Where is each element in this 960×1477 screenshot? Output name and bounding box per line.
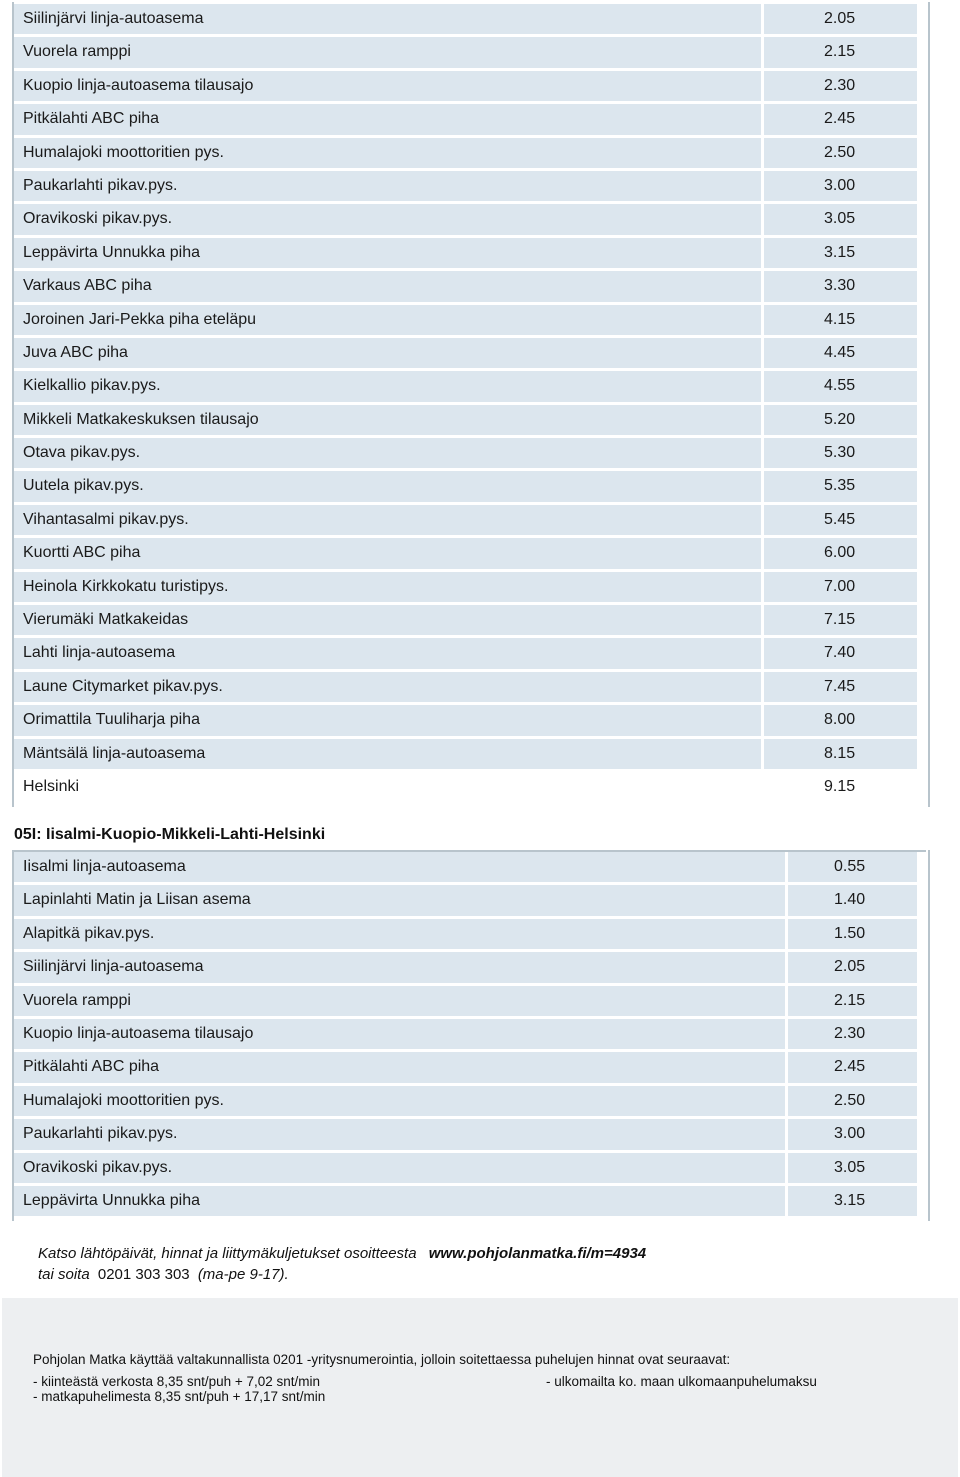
table-row: [14, 1019, 926, 1052]
table-row: [14, 538, 926, 571]
departure-time: 4.55: [764, 371, 920, 404]
table-row: [14, 705, 926, 738]
stop-name: Kuopio linja-autoasema tilausajo: [14, 71, 764, 104]
stop-name: Humalajoki moottoritien pys.: [14, 138, 764, 171]
stop-name: Heinola Kirkkokatu turistipys.: [14, 572, 764, 605]
footer-intro: Pohjolan Matka käyttää valtakunnallista 0201 -yritysnumerointia, jolloin soitettaessa puhelujen hinnat ovat seuraavat:: [33, 1352, 731, 1367]
table-row: [14, 204, 926, 237]
departure-time: 7.00: [764, 572, 920, 605]
stop-name: Otava pikav.pys.: [14, 438, 764, 471]
table-row: [14, 405, 926, 438]
table-row: [14, 171, 926, 204]
departure-time: 0.55: [788, 852, 920, 885]
stop-name: Mäntsälä linja-autoasema: [14, 739, 764, 772]
departure-time: 2.30: [788, 1019, 920, 1052]
departure-time: 3.05: [764, 204, 920, 237]
departure-time: 8.00: [764, 705, 920, 738]
stop-name: Vierumäki Matkakeidas: [14, 605, 764, 638]
departure-time: 2.05: [788, 952, 920, 985]
table-row: [14, 1153, 926, 1186]
stop-name: Varkaus ABC piha: [14, 271, 764, 304]
departure-time: 2.45: [764, 104, 920, 137]
departure-time: 2.30: [764, 71, 920, 104]
stop-name: Siilinjärvi linja-autoasema: [14, 4, 764, 37]
departure-time: 1.50: [788, 919, 920, 952]
footer-mobile: - matkapuhelimesta 8,35 snt/puh + 17,17 snt/min: [33, 1389, 326, 1404]
stop-name: Helsinki: [14, 772, 764, 805]
departure-time: 3.05: [788, 1153, 920, 1186]
info-text: Katso lähtöpäivät, hinnat ja liittymäkuljetukset osoitteesta: [38, 1245, 417, 1262]
stop-name: Lapinlahti Matin ja Liisan asema: [14, 885, 788, 918]
info-prefix: tai soita: [38, 1266, 90, 1283]
stop-name: Orimattila Tuuliharja piha: [14, 705, 764, 738]
stop-name: Uutela pikav.pys.: [14, 471, 764, 504]
departure-time: 3.30: [764, 271, 920, 304]
table-row: [14, 638, 926, 671]
table-row: [14, 1119, 926, 1152]
table-row: [14, 438, 926, 471]
table-row: [14, 71, 926, 104]
departure-time: 3.00: [788, 1119, 920, 1152]
departure-time: 4.45: [764, 338, 920, 371]
table-row: [14, 138, 926, 171]
departure-time: 2.50: [788, 1086, 920, 1119]
table-row: [14, 238, 926, 271]
timetable-1: [14, 4, 926, 805]
stop-name: Pitkälahti ABC piha: [14, 104, 764, 137]
departure-time: 7.15: [764, 605, 920, 638]
departure-time: 2.15: [764, 37, 920, 70]
table-row: [14, 1186, 926, 1219]
info-suffix: (ma-pe 9-17).: [197, 1266, 289, 1283]
stop-name: Oravikoski pikav.pys.: [14, 1153, 788, 1186]
stop-name: Leppävirta Unnukka piha: [14, 238, 764, 271]
table-row: [14, 1086, 926, 1119]
footer-abroad: - ulkomailta ko. maan ulkomaanpuhelumaksu: [546, 1374, 817, 1389]
stop-name: Kielkallio pikav.pys.: [14, 371, 764, 404]
stop-name: Juva ABC piha: [14, 338, 764, 371]
departure-time: 2.05: [764, 4, 920, 37]
departure-time: 7.40: [764, 638, 920, 671]
table-row: [14, 739, 926, 772]
stop-name: Kuortti ABC piha: [14, 538, 764, 571]
table-row: [14, 371, 926, 404]
departure-time: 7.45: [764, 672, 920, 705]
info-line-1: [38, 1245, 646, 1262]
table-row: [14, 772, 926, 805]
table-row: [14, 672, 926, 705]
table-row: [14, 471, 926, 504]
stop-name: Oravikoski pikav.pys.: [14, 204, 764, 237]
departure-time: 6.00: [764, 538, 920, 571]
table-row: [14, 4, 926, 37]
departure-time: 5.45: [764, 505, 920, 538]
table-row: [14, 885, 926, 918]
departure-time: 5.20: [764, 405, 920, 438]
departure-time: 3.15: [764, 238, 920, 271]
table-row: [14, 1052, 926, 1085]
table-row: [14, 852, 926, 885]
table-row: [14, 605, 926, 638]
table-row: [14, 952, 926, 985]
stop-name: Vuorela ramppi: [14, 37, 764, 70]
footer-landline: - kiinteästä verkosta 8,35 snt/puh + 7,02 snt/min: [33, 1374, 321, 1389]
table-row: [14, 572, 926, 605]
table-row: [14, 305, 926, 338]
stop-name: Leppävirta Unnukka piha: [14, 1186, 788, 1219]
stop-name: Paukarlahti pikav.pys.: [14, 171, 764, 204]
footer-box: [2, 1298, 958, 1477]
info-line-2: [38, 1266, 289, 1283]
table-row: [14, 104, 926, 137]
departure-time: 3.00: [764, 171, 920, 204]
stop-name: Pitkälahti ABC piha: [14, 1052, 788, 1085]
timetable-2: [14, 850, 926, 1219]
departure-time: 2.50: [764, 138, 920, 171]
departure-time: 5.35: [764, 471, 920, 504]
stop-name: Laune Citymarket pikav.pys.: [14, 672, 764, 705]
departure-time: 4.15: [764, 305, 920, 338]
phone-number: 0201 303 303: [97, 1266, 190, 1283]
stop-name: Lahti linja-autoasema: [14, 638, 764, 671]
table-row: [14, 338, 926, 371]
table-row: [14, 37, 926, 70]
table-row: [14, 986, 926, 1019]
section-title: 05I: Iisalmi-Kuopio-Mikkeli-Lahti-Helsinki: [14, 826, 326, 843]
departure-time: 2.45: [788, 1052, 920, 1085]
table-row: [14, 505, 926, 538]
stop-name: Paukarlahti pikav.pys.: [14, 1119, 788, 1152]
table-row: [14, 919, 926, 952]
stop-name: Vihantasalmi pikav.pys.: [14, 505, 764, 538]
stop-name: Siilinjärvi linja-autoasema: [14, 952, 788, 985]
stop-name: Joroinen Jari-Pekka piha eteläpu: [14, 305, 764, 338]
departure-time: 3.15: [788, 1186, 920, 1219]
stop-name: Iisalmi linja-autoasema: [14, 852, 788, 885]
table-row: [14, 271, 926, 304]
stop-name: Alapitkä pikav.pys.: [14, 919, 788, 952]
departure-time: 5.30: [764, 438, 920, 471]
stop-name: Kuopio linja-autoasema tilausajo: [14, 1019, 788, 1052]
departure-time: 9.15: [764, 772, 920, 805]
departure-time: 1.40: [788, 885, 920, 918]
stop-name: Mikkeli Matkakeskuksen tilausajo: [14, 405, 764, 438]
website-link[interactable]: www.pohjolanmatka.fi/m=4934: [428, 1245, 647, 1262]
stop-name: Humalajoki moottoritien pys.: [14, 1086, 788, 1119]
stop-name: Vuorela ramppi: [14, 986, 788, 1019]
departure-time: 2.15: [788, 986, 920, 1019]
departure-time: 8.15: [764, 739, 920, 772]
